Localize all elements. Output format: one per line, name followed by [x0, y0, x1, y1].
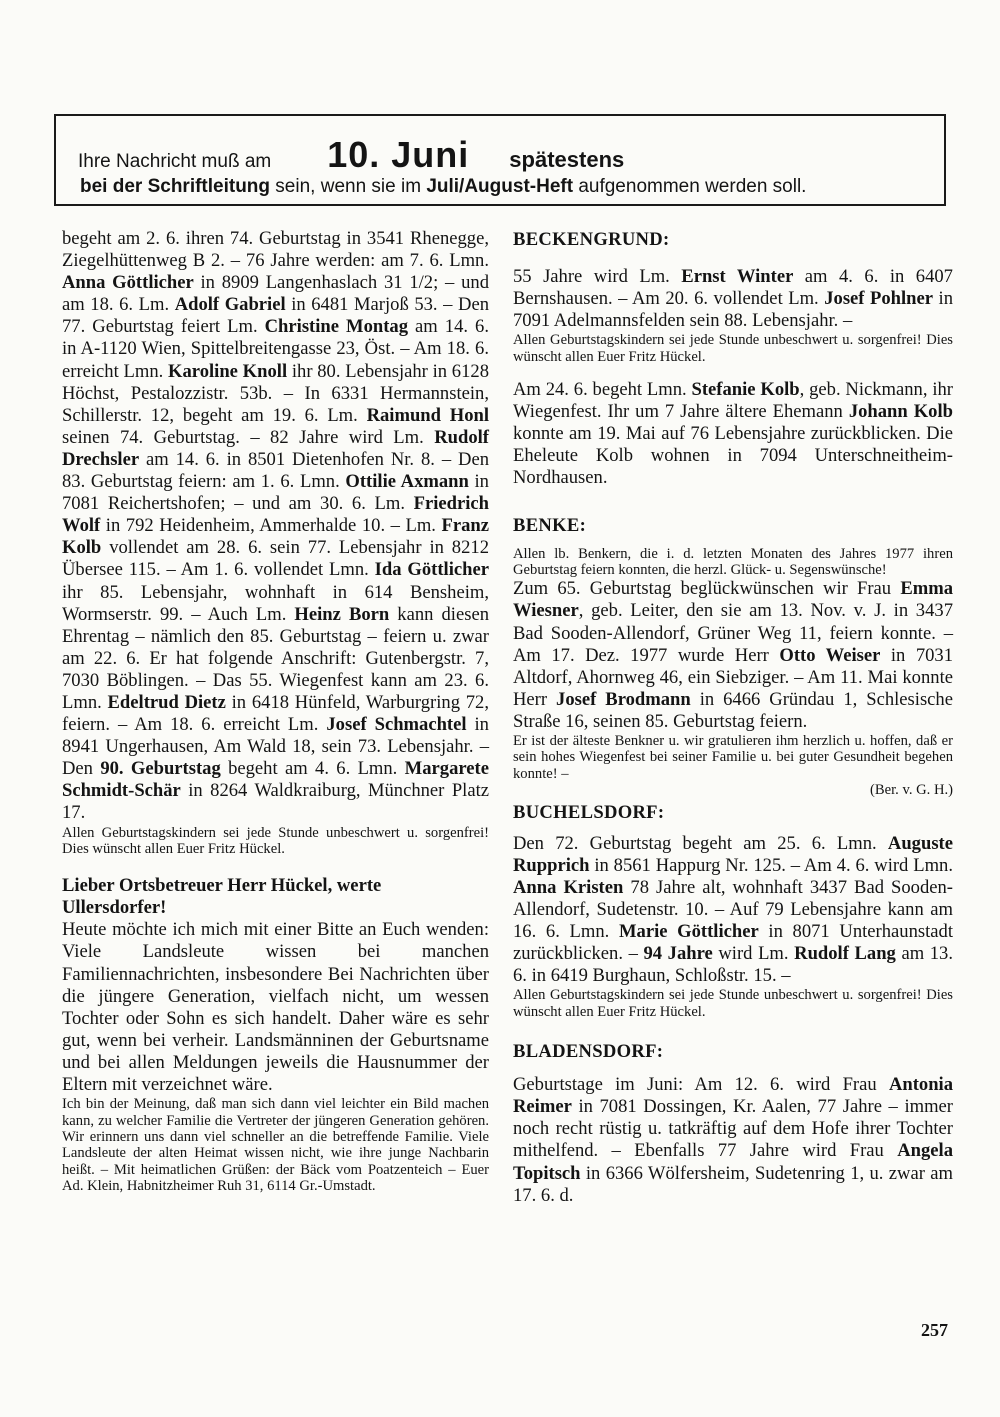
name-highlight: Rudolf Lang [794, 943, 896, 965]
text-run: in 6418 Hünfeld, Warburgring 72, feiern. – Am 18. 6. erreicht Lm. [62, 691, 489, 736]
section-title-benke: BENKE: [513, 514, 587, 536]
name-highlight: Ernst Winter [681, 266, 794, 287]
text-run: begeht am 2. 6. ihren 74. Geburtstag in 3541 Rhenegge, Ziegelhüttenweg B 2. – 76 Jahre werden: am 7. 6. Lmn. [62, 228, 489, 272]
text-run: in 8941 Ungerhausen, Am Wald 18, sein 73. Lebensjahr. – Den [62, 714, 489, 780]
left-column [62, 228, 489, 1195]
name-highlight: Josef Brodmann [556, 688, 691, 710]
right-column [513, 228, 953, 1207]
notice-prefix: Ihre Nachricht muß am [78, 151, 272, 172]
text-run: kann diesen Ehrentag – nämlich den 85. Geburtstag – feiern u. zwar am 22. 6. Er hat folgende Anschrift: Gutenbergstr. 7, 7030 Böblingen. – Das 55. Wiegenfest kann am 23. 6. Lmn. [62, 603, 489, 713]
name-highlight: Heinz Born [294, 603, 390, 625]
text-run: am 14. 6. in 8501 Dietenhofen Nr. 8. – Den 83. Geburtstag feiern: am 1. 6. Lmn. [62, 448, 489, 493]
name-highlight: Josef Pohlner [824, 288, 934, 310]
text-run: 55 Jahre wird Lm. [513, 266, 682, 287]
deadline-notice-box [54, 114, 946, 206]
text-run: Geburtstage im Juni: Am 12. 6. wird Frau [513, 1074, 889, 1096]
text-run: Zum 65. Geburtstag beglückwünschen wir Frau [513, 578, 901, 600]
benke-note: Er ist der älteste Benkner u. wir gratulieren ihm herzlich u. hoffen, daß er sein hohes Wiegenfest bei seiner Familie u. bei guter Gesundheit begehen konnte! – [513, 733, 953, 782]
notice-b1: bei der Schriftleitung [80, 176, 271, 197]
name-highlight: Johann Kolb [848, 401, 953, 423]
name-highlight: Stefanie Kolb [691, 379, 800, 401]
name-highlight: Josef Schmachtel [326, 714, 467, 736]
text-run: Den 72. Geburtstag begeht am 25. 6. Lmn. [513, 832, 888, 854]
left-greeting: Allen Geburtstagskindern sei jede Stunde unbeschwert u. sorgenfrei! Dies wünscht allen Euer Fritz Hückel. [62, 824, 489, 857]
name-highlight: Auguste Rupprich [513, 832, 953, 876]
notice-t1: sein, wenn sie im [270, 176, 427, 197]
notice-late: spätestens [509, 147, 625, 172]
name-highlight: Margarete Schmidt-Schär [62, 758, 489, 802]
text-run: seinen 74. Geburtstag. – 82 Jahre wird Lm. [62, 426, 435, 448]
name-highlight: 94 Jahre [643, 943, 713, 965]
bladensdorf-paragraph-1 [513, 1074, 953, 1207]
text-run: konnte am 19. Mai auf 76 Lebensjahre zurückblicken. Die Eheleute Kolb wohnen in 7094 Unterschneitheim-Nordhausen. [513, 423, 953, 489]
text-run: Am 24. 6. begeht Lmn. [513, 379, 692, 401]
text-run: in 792 Heidenheim, Ammerhalde 10. – Lm. [100, 515, 442, 537]
name-highlight: Emma Wiesner [513, 578, 953, 622]
text-run: ihr 80. Lebensjahr in 6128 Höchst, Pestalozzistr. 53b. – In 6331 Hermannstein, Schillerstr. 12, begeht am 19. 6. Lm. [62, 360, 489, 426]
section-title-beckengrund: BECKENGRUND: [513, 229, 670, 250]
text-run: in 6366 Wölfersheim, Sudetenring 1, u. zwar am 17. 6. d. [513, 1162, 953, 1206]
benke-credit: (Ber. v. G. H.) [870, 782, 953, 799]
notice-t2: aufgenommen werden soll. [573, 176, 807, 197]
name-highlight: Antonia Reimer [513, 1074, 953, 1118]
name-highlight: 90. Geburtstag [100, 758, 221, 780]
text-run: in 8264 Waldkraiburg, Münchner Platz 17. [62, 780, 489, 824]
name-highlight: Ottilie Axmann [345, 471, 469, 493]
text-run: , geb. Nickmann, ihr Wiegenfest. Ihr um 7 Jahre ältere Ehemann [513, 379, 953, 423]
beckengrund-greeting: Allen Geburtstagskindern sei jede Stunde unbeschwert u. sorgenfrei! Dies wünscht allen Euer Fritz Hückel. [513, 332, 953, 365]
section-title-buchelsdorf: BUCHELSDORF: [513, 801, 665, 823]
page-number: 257 [921, 1320, 948, 1340]
text-run: 78 Jahre alt, wohnhaft 3437 Bad Sooden-Allendorf, Sudetenstr. 10. – Auf 79 Lebensjahre kann am 16. 6. Lmn. [513, 876, 954, 943]
benke-greeting: Allen lb. Benkern, die i. d. letzten Monaten des Jahres 1977 ihren Geburtstag feiern konnten, die herzl. Glück- u. Segenswünsche! [513, 545, 953, 578]
notice-line-2 [80, 176, 806, 198]
text-run: in 8909 Langenhaslach 31 1/2; – und am 18. 6. Lm. [62, 272, 489, 316]
text-run: in 8071 Unterhaunstadt zurückblicken. – [513, 921, 953, 965]
name-highlight: Christine Montag [264, 316, 408, 338]
name-highlight: Raimund Honl [366, 404, 489, 426]
section-title-bladensdorf: BLADENSDORF: [513, 1041, 664, 1063]
name-highlight: Edeltrud Dietz [107, 691, 226, 713]
letter-body: Heute möchte ich mich mit einer Bitte an Euch wenden: Viele Landsleute wissen bei manchen Familiennachrichten, insbesondere Bei Nachrichten über die jüngere Generation, vielfach nicht, um wessen Tochter oder Sohn es sich handelt. Daher wäre es sehr gut, wenn bei verheir. Landsmänninen der Geburtsname und bei allen Meldungen jeweils die Hausnummer der Eltern mit verzeichnet wäre. [62, 919, 489, 1095]
text-run: in 7081 Dossingen, Kr. Aalen, 77 Jahre – immer noch recht rüstig u. tatkräftig auf dem Hofe ihrer Tochter mithelfend. – Ebenfalls 77 Jahre wird Frau [513, 1096, 953, 1162]
name-highlight: Angela Topitsch [513, 1140, 953, 1184]
text-run: vollendet am 28. 6. sein 77. Lebensjahr in 8212 Übersee 115. – Am 1. 6. vollendet Lmn. [62, 537, 489, 581]
notice-b2: Juli/August-Heft [426, 176, 574, 197]
beckengrund-paragraph-2 [513, 379, 953, 489]
text-run: in 7081 Reichertshofen; – und am 30. 6. Lm. [62, 471, 489, 515]
name-highlight: Anna Göttlicher [62, 272, 194, 294]
left-paragraph-1 [62, 228, 489, 825]
name-highlight: Otto Weiser [779, 644, 881, 666]
text-run: wird Lm. [712, 943, 795, 965]
text-run: am 4. 6. in 6407 Bernshausen. – Am 20. 6. vollendet Lm. [513, 266, 953, 310]
text-run: in 6466 Gründau 1, Schlesische Straße 16, seinen 85. Geburtstag feiern. [513, 688, 953, 732]
notice-line-1 [78, 134, 624, 176]
letter-body-small: Ich bin der Meinung, daß man sich dann viel leichter ein Bild machen kann, zu welcher Familie die Vertreter der jüngeren Generation gehören. Wir erinnern uns dann viel schneller an die betreffende Familie. Viele Landsleute der alten Heimat wissen nicht, wie ihre junge Nachbarin heißt. – Mit heimatlichen Grüßen: der Bäck vom Poatzenteich – Euer Ad. Klein, Habnitzheimer Ruh 31, 6114 Gr.-Umstadt. [62, 1096, 489, 1195]
text-run: am 14. 6. in A-1120 Wien, Spittelbreitengasse 23, Öst. – Am 18. 6. erreicht Lmn. [62, 316, 489, 382]
text-run: begeht am 4. 6. Lmn. [220, 758, 405, 780]
benke-paragraph-1 [513, 578, 953, 733]
text-run: am 13. 6. in 6419 Burghaun, Schloßstr. 15. – [513, 943, 954, 987]
buchelsdorf-greeting: Allen Geburtstagskindern sei jede Stunde unbeschwert u. sorgenfrei! Dies wünscht allen Euer Fritz Hückel. [513, 987, 953, 1020]
text-run: in 6481 Marjoß 53. – Den 77. Geburtstag feiert Lm. [62, 294, 490, 338]
buchelsdorf-paragraph-1 [513, 833, 953, 988]
name-highlight: Marie Göttlicher [618, 921, 759, 943]
beckengrund-paragraph-1 [513, 266, 953, 332]
name-highlight: Ida Göttlicher [374, 559, 489, 581]
name-highlight: Friedrich Wolf [62, 493, 489, 537]
text-run: in 7091 Adelmannsfelden sein 88. Lebensjahr. – [513, 288, 953, 332]
name-highlight: Anna Kristen [513, 876, 624, 898]
name-highlight: Franz Kolb [62, 515, 489, 559]
name-highlight: Adolf Gabriel [174, 294, 286, 316]
name-highlight: Rudolf Drechsler [62, 426, 489, 470]
notice-date: 10. Juni [327, 134, 470, 175]
name-highlight: Karoline Knoll [168, 360, 288, 382]
text-run: in 7031 Altdorf, Ahornweg 46, ein Siebziger. – Am 11. Mai konnte Herr [513, 644, 954, 710]
text-run: ihr 85. Lebensjahr, wohnhaft in 614 Bensheim, Wormserstr. 99. – Auch Lm. [62, 581, 489, 625]
text-run: , geb. Leiter, den sie am 13. Nov. v. J. in 3437 Bad Sooden-Allendorf, Grüner Weg 11, feiern konnte. – Am 17. Dez. 1977 wurde Herr [513, 600, 953, 666]
letter-heading: Lieber Ortsbetreuer Herr Hückel, werte Ullersdorfer! [62, 875, 382, 919]
text-run: in 8561 Happurg Nr. 125. – Am 4. 6. wird Lmn. [589, 854, 953, 876]
